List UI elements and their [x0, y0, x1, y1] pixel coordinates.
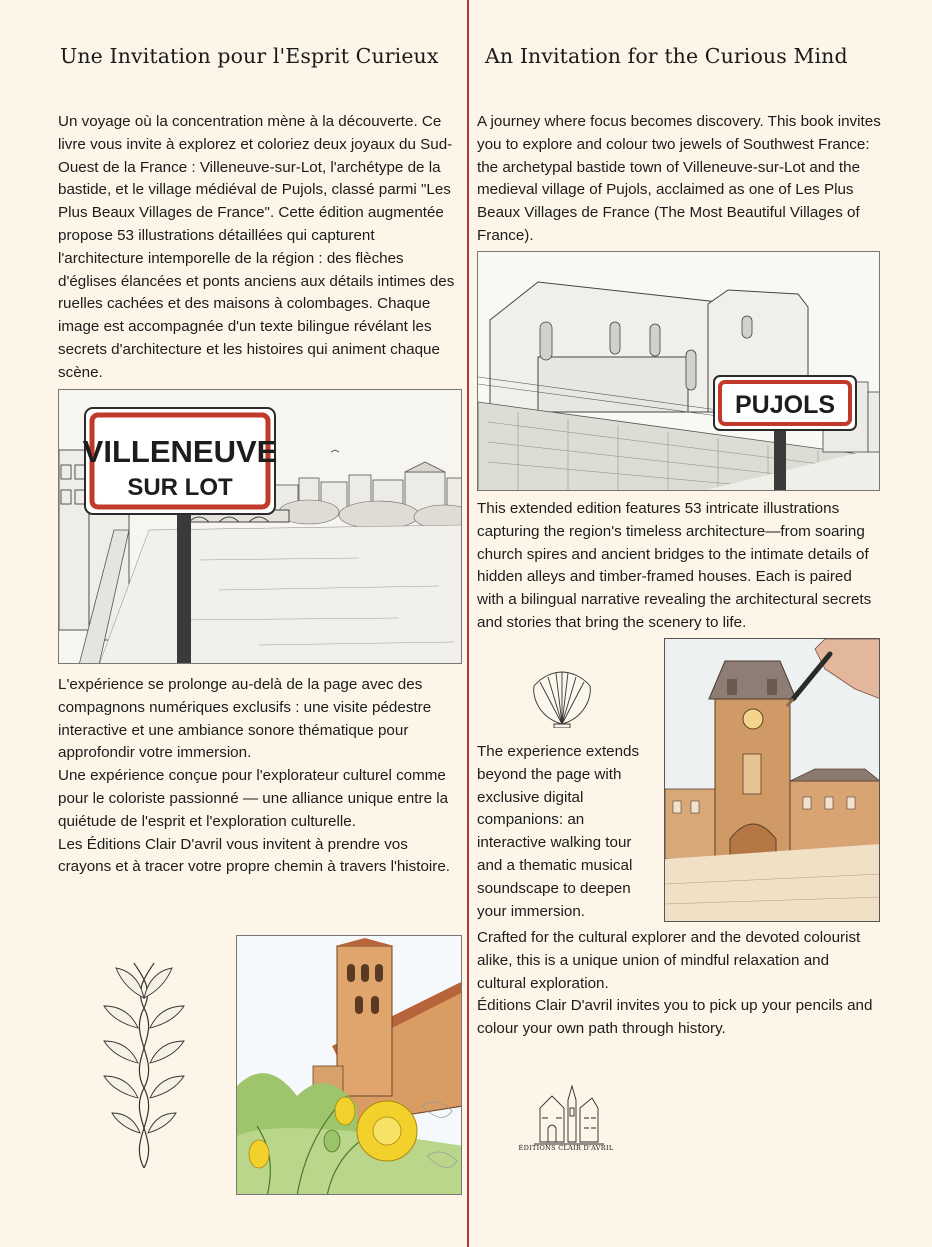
english-invite-paragraph: Éditions Clair D'avril invites you to pick up your pencils and colour your own path through history.: [477, 997, 873, 1038]
english-extended-paragraph: This extended edition features 53 intricate illustrations capturing the region's timeless architecture—from soaring church spires and ancient bridges to the intimate details of hidden alleys and timber-framed houses. Each is paired with a bilingual narrative revealing the architectural secrets and stories that bring the scenery to life.: [477, 500, 872, 631]
french-crafted-paragraph: Une expérience conçue pour l'explorateur culturel comme pour le coloriste passionné — une alliance unique entre la quiétude de l'esprit et l'exploration culturelle.: [58, 767, 449, 830]
french-intro-paragraph: Un voyage où la concentration mène à la découverte. Ce livre vous invite à explorez et coloriez deux joyaux du Sud-Ouest de la France : Villeneuve-sur-Lot, l'archétype de la bastide, et le village médiéval de Pujols, classé parmi "Les Plus Beaux Villages de France". Cette édition augmentée propose 53 illustrations détaillées qui capturent l'architecture intemporelle de la région : des flèches d'églises élancées et ponts anciens aux détails intimes des ruelles cachées et des maisons à colombages. Chaque image est accompagnée d'un texte bilingue révélant les secrets d'architecture et les histoires qui animent chaque scène.: [58, 113, 455, 381]
heading-french: Une Invitation pour l'Esprit Curieux: [60, 44, 439, 68]
vine-ornament-icon: [98, 958, 190, 1173]
villeneuve-sign-line1: VILLENEUVE: [82, 434, 278, 469]
center-divider: [467, 0, 469, 1247]
villeneuve-sur-lot-illustration: [58, 389, 462, 664]
english-experience-paragraph: The experience extends beyond the page with exclusive digital companions: an interactive walking tour and a thematic musical soundscape to deepen your immersion.: [477, 743, 640, 920]
english-crafted-paragraph: Crafted for the cultural explorer and the devoted colourist alike, this is a unique union of mindful relaxation and cultural exploration.: [477, 929, 861, 992]
villeneuve-sign-line2: SUR LOT: [127, 474, 233, 501]
church-roses-illustration: [236, 935, 462, 1195]
english-closing-block: [477, 927, 881, 1041]
french-experience-paragraph: L'expérience se prolonge au-delà de la page avec des compagnons numériques exclusifs : une visite pédestre interactive et une ambiance sonore thématique pour approfondir votre immersion.: [58, 676, 432, 762]
pujols-sign-text: PUJOLS: [734, 391, 836, 419]
french-closing-block: [58, 674, 462, 879]
french-invite-paragraph: Les Éditions Clair D'avril vous invitent à prendre vos crayons et à tracer votre propre chemin à travers l'histoire.: [58, 835, 451, 876]
clock-tower-coloring-illustration: [664, 638, 880, 922]
pujols-illustration: [477, 251, 880, 491]
scallop-shell-icon: [528, 668, 596, 728]
publisher-logo-text: ÉDITIONS CLAIR D'AVRIL: [518, 1144, 614, 1152]
english-intro-paragraph: A journey where focus becomes discovery. This book invites you to explore and colour two jewels of Southwest France: the archetypal bastide town of Villeneuve-sur-Lot and the medieval village of Pujols, acclaimed as one of Les Plus Beaux Villages de France (The Most Beautiful Villages of France).: [477, 113, 881, 244]
heading-english: An Invitation for the Curious Mind: [485, 44, 848, 68]
